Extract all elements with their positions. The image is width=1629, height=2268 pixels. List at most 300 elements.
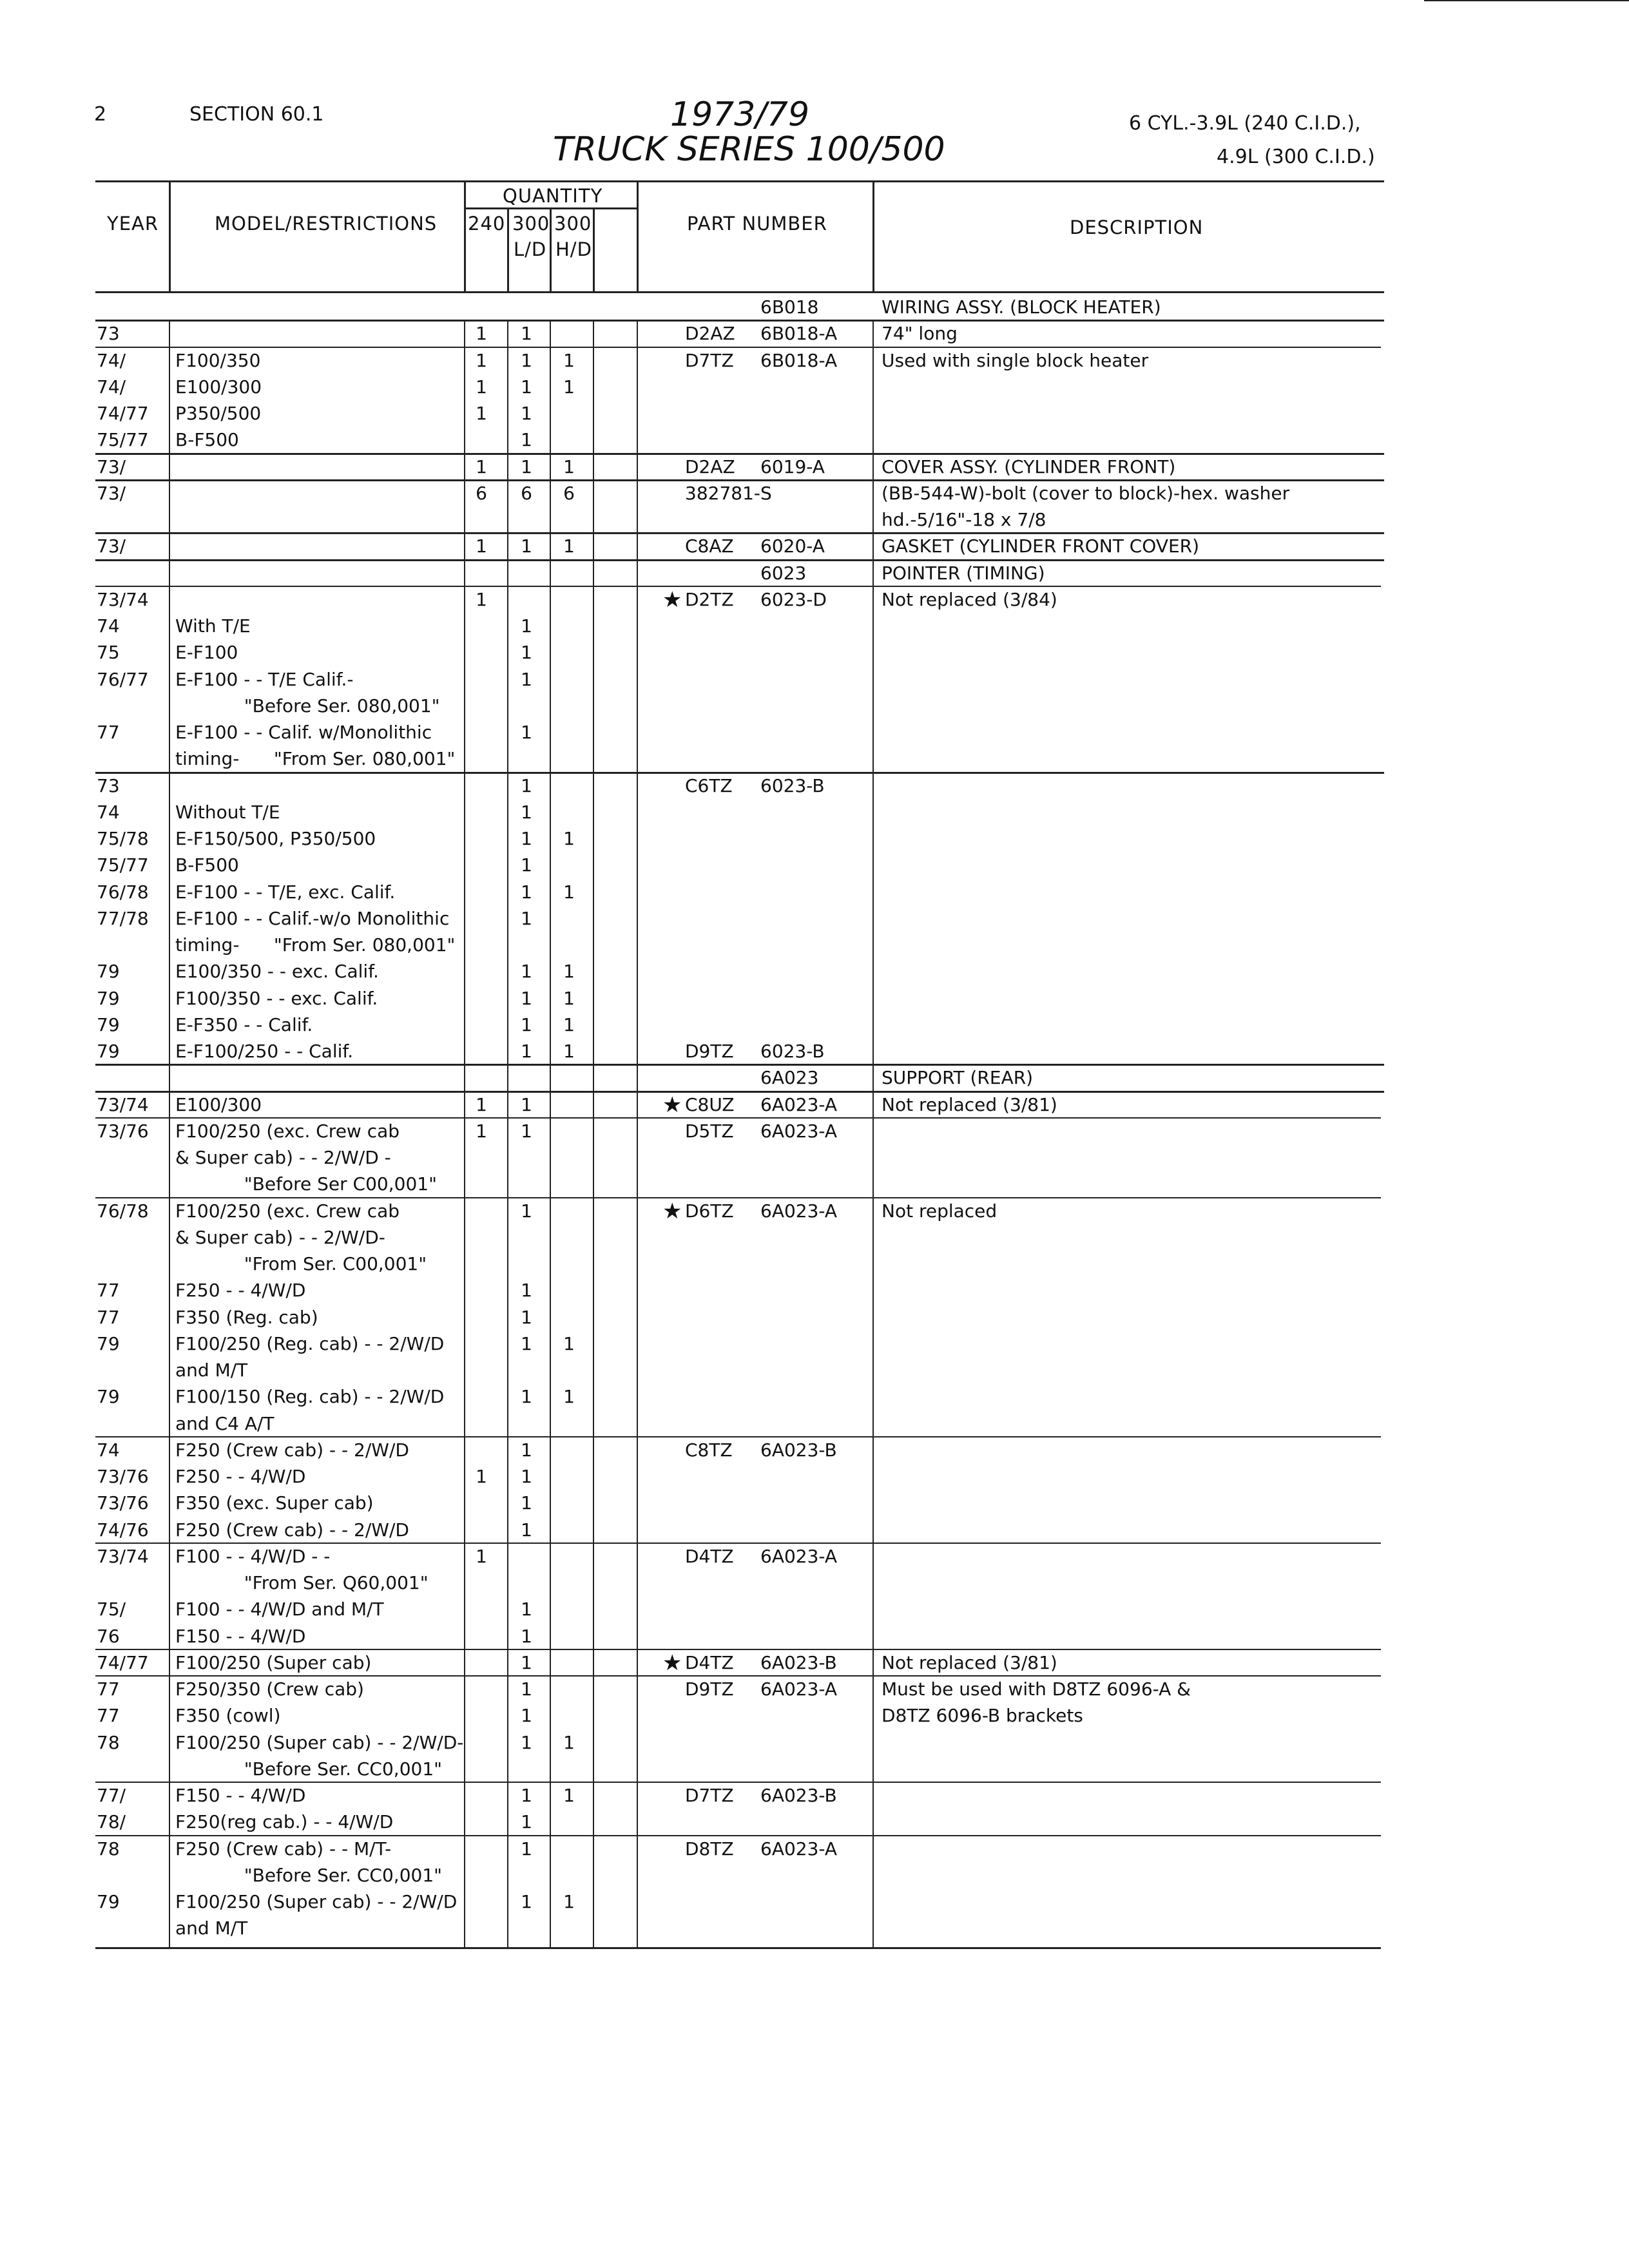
- row-year: 74: [97, 615, 120, 637]
- row-model: F100/350: [175, 349, 261, 371]
- row-description: Used with single block heater: [882, 349, 1149, 371]
- row-qty-300-hd: 1: [563, 828, 575, 849]
- row-qty-300-hd: 1: [563, 1891, 575, 1912]
- table-row: [0, 1731, 1629, 1757]
- row-model: "Before Ser. CC0,001": [175, 1758, 443, 1780]
- row-qty-240: 6: [476, 482, 487, 504]
- group-rule: [95, 559, 1384, 561]
- row-year: 77/78: [97, 907, 149, 929]
- row-qty-300-hd: 1: [563, 1332, 575, 1354]
- row-qty-300-ld: 1: [521, 1811, 532, 1833]
- row-year: 77: [97, 1280, 120, 1302]
- row-qty-300-ld: 1: [521, 642, 532, 664]
- table-row: [0, 1385, 1629, 1411]
- row-part-base: 6023: [760, 562, 807, 584]
- row-qty-300-ld: 1: [521, 456, 532, 477]
- top-edge-rule: [1424, 0, 1629, 1]
- row-year: 73/: [97, 456, 126, 477]
- col-q300-ld-header: 300: [512, 213, 550, 235]
- row-qty-300-ld: 1: [521, 1599, 532, 1620]
- row-model: and C4 A/T: [175, 1412, 275, 1434]
- row-year: 74/76: [97, 1519, 149, 1541]
- table-row: [0, 986, 1629, 1013]
- row-part-prefix: D7TZ: [685, 349, 734, 371]
- row-qty-240: 1: [476, 349, 487, 371]
- table-row: [0, 1332, 1629, 1358]
- column-rule: [169, 320, 170, 1947]
- table-row: [0, 1863, 1629, 1890]
- row-qty-300-ld: 1: [521, 535, 532, 557]
- row-qty-300-ld: 1: [521, 1678, 532, 1700]
- header-bottom-rule: [95, 291, 1384, 293]
- row-qty-300-ld: 1: [521, 987, 532, 1009]
- row-qty-300-ld: 1: [521, 774, 532, 796]
- row-model: E-F100 - - T/E Calif.-: [175, 668, 354, 690]
- row-model: F100/250 (Super cab) - - 2/W/D-: [175, 1731, 464, 1753]
- row-qty-300-hd: 1: [563, 349, 575, 371]
- row-star-icon: ★: [662, 1198, 682, 1224]
- row-year: 79: [97, 1014, 120, 1035]
- row-qty-300-ld: 1: [521, 1439, 532, 1461]
- table-row: [0, 1518, 1629, 1544]
- row-year: 74: [97, 801, 120, 823]
- row-qty-300-ld: 1: [521, 323, 532, 345]
- row-part-prefix: D8TZ: [685, 1838, 734, 1860]
- row-part-prefix: D4TZ: [685, 1545, 734, 1567]
- row-qty-300-ld: 1: [521, 1838, 532, 1860]
- row-year: 78/: [97, 1811, 126, 1833]
- row-year: 76/78: [97, 881, 149, 903]
- table-row: [0, 774, 1629, 800]
- row-model: Without T/E: [175, 801, 280, 823]
- table-row: [0, 455, 1629, 481]
- row-model: F250 - - 4/W/D: [175, 1280, 306, 1302]
- row-model: F250/350 (Crew cab): [175, 1678, 364, 1700]
- row-year: 79: [97, 987, 120, 1009]
- column-rule: [872, 320, 874, 1947]
- row-model: "Before Ser C00,001": [175, 1173, 437, 1195]
- row-qty-240: 1: [476, 1093, 487, 1115]
- row-description: Not replaced (3/81): [882, 1093, 1057, 1115]
- row-part-base: 6A023-A: [760, 1093, 838, 1115]
- page-title-years: 1973/79: [670, 95, 810, 134]
- row-year: 74/77: [97, 403, 149, 424]
- table-row: [0, 747, 1629, 773]
- row-qty-300-hd: 1: [563, 961, 575, 983]
- table-row: [0, 1651, 1629, 1677]
- row-year: 73/76: [97, 1120, 149, 1142]
- row-part-prefix: D2AZ: [685, 323, 735, 345]
- row-year: 73/: [97, 535, 126, 557]
- row-qty-300-ld: 1: [521, 1280, 532, 1302]
- col-hd-header: H/D: [555, 238, 592, 260]
- row-part-base: 6A023: [760, 1067, 819, 1089]
- row-part-base: 6A023-B: [760, 1439, 837, 1461]
- row-model: "Before Ser. 080,001": [175, 695, 440, 716]
- col-q240-header: 240: [468, 213, 506, 235]
- table-row: [0, 1916, 1629, 1943]
- row-model: F150 - - 4/W/D: [175, 1785, 306, 1806]
- row-qty-240: 1: [476, 456, 487, 477]
- table-row: [0, 1093, 1629, 1119]
- table-top-rule: [95, 180, 1384, 182]
- section-label: SECTION 60.1: [189, 103, 324, 126]
- table-row: [0, 1278, 1629, 1305]
- row-year: 74/77: [97, 1651, 149, 1673]
- table-row: [0, 1597, 1629, 1624]
- row-year: 73/74: [97, 588, 149, 610]
- row-model: F100/350 - - exc. Calif.: [175, 987, 378, 1009]
- row-qty-300-ld: 1: [521, 961, 532, 983]
- row-qty-300-ld: 1: [521, 1519, 532, 1541]
- row-model: F250 (Crew cab) - - 2/W/D: [175, 1519, 409, 1541]
- table-row: [0, 959, 1629, 986]
- row-model: timing- "From Ser. 080,001": [175, 748, 456, 770]
- row-qty-300-hd: 1: [563, 881, 575, 903]
- table-row: [0, 508, 1629, 534]
- group-rule: [95, 586, 1381, 587]
- row-year: 79: [97, 1041, 120, 1062]
- table-row: [0, 880, 1629, 907]
- row-description: 74" long: [882, 323, 958, 345]
- table-row: [0, 1624, 1629, 1651]
- row-part-prefix: D7TZ: [685, 1785, 734, 1806]
- row-year: 75/78: [97, 828, 149, 849]
- row-model: E-F350 - - Calif.: [175, 1014, 313, 1035]
- row-qty-300-hd: 1: [563, 1386, 575, 1408]
- table-row: [0, 668, 1629, 694]
- group-rule: [95, 1091, 1384, 1093]
- table-row: [0, 1225, 1629, 1252]
- table-row: [0, 827, 1629, 853]
- table-row: [0, 1890, 1629, 1916]
- row-qty-240: 1: [476, 403, 487, 424]
- row-description: GASKET (CYLINDER FRONT COVER): [882, 535, 1200, 557]
- table-row: [0, 1438, 1629, 1465]
- row-model: F250 - - 4/W/D: [175, 1466, 306, 1487]
- row-year: 78: [97, 1838, 120, 1860]
- row-qty-300-ld: 1: [521, 1466, 532, 1487]
- row-year: 77/: [97, 1785, 126, 1806]
- row-part-base: 6023-B: [760, 1041, 825, 1062]
- row-qty-300-hd: 1: [563, 456, 575, 477]
- row-qty-300-ld: 1: [521, 1891, 532, 1912]
- row-qty-240: 1: [476, 323, 487, 345]
- table-row: [0, 933, 1629, 959]
- row-qty-300-ld: 1: [521, 1731, 532, 1753]
- engine-spec-line-2: 4.9L (300 C.I.D.): [1217, 146, 1375, 168]
- row-qty-300-hd: 1: [563, 1014, 575, 1035]
- row-year: 75/77: [97, 854, 149, 876]
- table-row: [0, 401, 1629, 428]
- row-model: F350 (Reg. cab): [175, 1306, 318, 1328]
- row-qty-240: 1: [476, 588, 487, 610]
- row-qty-300-ld: 1: [521, 1306, 532, 1328]
- column-rule: [507, 320, 508, 1947]
- row-qty-300-hd: 1: [563, 535, 575, 557]
- row-qty-300-ld: 1: [521, 854, 532, 876]
- row-star-icon: ★: [662, 586, 682, 613]
- row-model: E100/350 - - exc. Calif.: [175, 961, 379, 983]
- table-row: [0, 694, 1629, 720]
- group-rule: [95, 320, 1384, 322]
- row-part-base: 6A023-A: [760, 1120, 838, 1142]
- row-qty-300-ld: 1: [521, 1041, 532, 1062]
- row-model: & Super cab) - - 2/W/D-: [175, 1226, 385, 1248]
- row-model: F100/250 (exc. Crew cab: [175, 1200, 400, 1222]
- table-row: [0, 561, 1629, 588]
- col-year-header: YEAR: [107, 213, 159, 235]
- table-row: [0, 1783, 1629, 1810]
- row-qty-300-ld: 1: [521, 615, 532, 637]
- table-row: [0, 1757, 1629, 1783]
- row-model: F100/250 (Reg. cab) - - 2/W/D: [175, 1332, 445, 1354]
- row-model: E-F100 - - Calif.-w/o Monolithic: [175, 907, 450, 929]
- row-description: COVER ASSY. (CYLINDER FRONT): [882, 456, 1176, 477]
- row-part-base: 6023-D: [760, 588, 827, 610]
- row-model: E-F100/250 - - Calif.: [175, 1041, 354, 1062]
- quantity-part-divider-header: [637, 180, 639, 291]
- row-year: 78: [97, 1731, 120, 1753]
- row-qty-300-hd: 1: [563, 1785, 575, 1806]
- table-row: [0, 534, 1629, 561]
- row-year: 76/78: [97, 1200, 149, 1222]
- col-q300-hd-header: 300: [554, 213, 592, 235]
- row-model: and M/T: [175, 1917, 248, 1939]
- engine-spec-line-1: 6 CYL.-3.9L (240 C.I.D.),: [1129, 112, 1361, 135]
- page-title-series: TRUCK SERIES 100/500: [553, 130, 945, 169]
- table-row: [0, 322, 1629, 348]
- row-description: D8TZ 6096-B brackets: [882, 1705, 1083, 1727]
- table-row: [0, 614, 1629, 640]
- row-model: F150 - - 4/W/D: [175, 1625, 306, 1647]
- table-row: [0, 853, 1629, 879]
- row-qty-300-ld: 1: [521, 1093, 532, 1115]
- row-qty-300-ld: 1: [521, 881, 532, 903]
- table-row: [0, 588, 1629, 614]
- row-year: 77: [97, 722, 120, 743]
- row-model: F100 - - 4/W/D and M/T: [175, 1599, 384, 1620]
- group-rule: [95, 772, 1384, 774]
- row-qty-300-ld: 1: [521, 349, 532, 371]
- row-year: 74/: [97, 376, 126, 398]
- table-row: [0, 800, 1629, 827]
- group-rule: [95, 1649, 1381, 1650]
- table-row: [0, 375, 1629, 401]
- row-part-prefix: D2AZ: [685, 456, 735, 477]
- row-model: and M/T: [175, 1360, 248, 1381]
- row-part-prefix: D6TZ: [685, 1200, 734, 1222]
- col-description-header: DESCRIPTION: [1070, 216, 1204, 238]
- row-model: timing- "From Ser. 080,001": [175, 934, 456, 956]
- group-rule: [95, 1117, 1381, 1119]
- row-star-icon: ★: [662, 1649, 682, 1676]
- table-row: [0, 1412, 1629, 1438]
- group-rule: [95, 1782, 1381, 1783]
- table-row: [0, 1013, 1629, 1039]
- table-row: [0, 481, 1629, 508]
- row-qty-300-ld: 1: [521, 1651, 532, 1673]
- row-year: 73/76: [97, 1466, 149, 1487]
- row-qty-240: 1: [476, 1120, 487, 1142]
- row-part-prefix: D2TZ: [685, 588, 734, 610]
- row-model: "From Ser. Q60,001": [175, 1572, 429, 1593]
- row-star-icon: ★: [662, 1091, 682, 1118]
- row-part-prefix: D9TZ: [685, 1041, 734, 1062]
- group-rule: [95, 347, 1381, 348]
- col-part-number-header: PART NUMBER: [687, 213, 827, 235]
- row-part-prefix: D9TZ: [685, 1678, 734, 1700]
- table-row: [0, 1491, 1629, 1517]
- group-rule: [95, 1675, 1381, 1677]
- table-row: [0, 1039, 1629, 1066]
- row-qty-300-hd: 1: [563, 376, 575, 398]
- row-model: "Before Ser. CC0,001": [175, 1864, 443, 1886]
- row-year: 74/: [97, 349, 126, 371]
- row-qty-300-ld: 1: [521, 1705, 532, 1727]
- row-part-base: 6B018: [760, 296, 819, 318]
- row-qty-240: 1: [476, 1545, 487, 1567]
- col-ld-header: L/D: [514, 238, 547, 260]
- group-rule: [95, 1436, 1381, 1437]
- row-part-base: 6023-B: [760, 774, 825, 796]
- table-row: [0, 1677, 1629, 1704]
- column-rule: [593, 320, 594, 1947]
- row-year: 77: [97, 1705, 120, 1727]
- row-qty-300-ld: 6: [521, 482, 532, 504]
- table-row: [0, 428, 1629, 454]
- row-year: 73/76: [97, 1492, 149, 1514]
- row-year: 75/: [97, 1599, 126, 1620]
- col-model-header: MODEL/RESTRICTIONS: [215, 213, 438, 235]
- row-description: (BB-544-W)-bolt (cover to block)-hex. washer: [882, 482, 1290, 504]
- column-rule: [464, 320, 465, 1947]
- row-part-prefix: D5TZ: [685, 1120, 734, 1142]
- group-rule: [95, 1542, 1381, 1544]
- table-row: [0, 1465, 1629, 1491]
- table-row: [0, 1837, 1629, 1863]
- row-qty-240: 1: [476, 376, 487, 398]
- row-qty-300-ld: 1: [521, 1386, 532, 1408]
- row-year: 76: [97, 1625, 120, 1647]
- row-part-base: 6A023-A: [760, 1545, 838, 1567]
- table-row: [0, 720, 1629, 747]
- row-model: E-F150/500, P350/500: [175, 828, 376, 849]
- row-year: 77: [97, 1678, 120, 1700]
- row-qty-240: 1: [476, 1466, 487, 1487]
- row-description: Must be used with D8TZ 6096-A &: [882, 1678, 1191, 1700]
- row-part-prefix: 382781-S: [685, 482, 772, 504]
- row-part-base: 6A023-B: [760, 1785, 837, 1806]
- q300ld-divider-header: [550, 207, 552, 291]
- row-qty-300-ld: 1: [521, 403, 532, 424]
- group-rule: [95, 1197, 1381, 1198]
- year-model-divider-header: [169, 180, 171, 291]
- table-bottom-rule: [95, 1947, 1381, 1949]
- row-model: B-F500: [175, 429, 239, 451]
- row-part-prefix: C8TZ: [685, 1439, 733, 1461]
- row-qty-300-ld: 1: [521, 907, 532, 929]
- table-row: [0, 1704, 1629, 1730]
- table-row: [0, 1305, 1629, 1332]
- row-model: E-F100: [175, 642, 238, 664]
- row-model: F100/250 (Super cab) - - 2/W/D: [175, 1891, 458, 1912]
- table-row: [0, 907, 1629, 933]
- group-rule: [95, 1064, 1384, 1066]
- row-year: 73: [97, 774, 120, 796]
- row-model: F250 (Crew cab) - - 2/W/D: [175, 1439, 409, 1461]
- row-description: POINTER (TIMING): [882, 562, 1045, 584]
- row-year: 76/77: [97, 668, 149, 690]
- row-year: 73/74: [97, 1093, 149, 1115]
- column-rule: [637, 320, 638, 1947]
- part-desc-divider-header: [872, 180, 874, 291]
- row-qty-300-ld: 1: [521, 801, 532, 823]
- row-part-base: 6019-A: [760, 456, 825, 477]
- table-row: [0, 349, 1629, 375]
- row-part-base: 6A023-A: [760, 1838, 838, 1860]
- group-rule: [95, 1835, 1381, 1836]
- row-qty-300-ld: 1: [521, 668, 532, 690]
- row-year: 79: [97, 1891, 120, 1912]
- table-row: [0, 1119, 1629, 1146]
- row-part-base: 6A023-A: [760, 1678, 838, 1700]
- row-year: 73/74: [97, 1545, 149, 1567]
- column-rule: [550, 320, 551, 1947]
- row-part-prefix: C8AZ: [685, 535, 734, 557]
- row-qty-300-ld: 1: [521, 1332, 532, 1354]
- row-description: Not replaced (3/84): [882, 588, 1057, 610]
- row-qty-300-ld: 1: [521, 429, 532, 451]
- row-model: F350 (cowl): [175, 1705, 281, 1727]
- row-description: WIRING ASSY. (BLOCK HEATER): [882, 296, 1161, 318]
- row-year: 79: [97, 961, 120, 983]
- group-rule: [95, 479, 1384, 481]
- row-qty-300-ld: 1: [521, 1120, 532, 1142]
- table-row: [0, 1199, 1629, 1225]
- row-part-base: 6A023-A: [760, 1200, 838, 1222]
- row-model: B-F500: [175, 854, 239, 876]
- row-year: 73/: [97, 482, 126, 504]
- col-quantity-header: QUANTITY: [503, 185, 603, 207]
- table-row: [0, 1571, 1629, 1597]
- table-row: [0, 1544, 1629, 1571]
- row-model: F350 (exc. Super cab): [175, 1492, 374, 1514]
- row-model: E100/300: [175, 1093, 262, 1115]
- q240-divider-header: [507, 207, 509, 291]
- row-model: E-F100 - - T/E, exc. Calif.: [175, 881, 396, 903]
- row-qty-240: 1: [476, 535, 487, 557]
- model-quantity-divider-header: [464, 180, 466, 291]
- row-qty-300-ld: 1: [521, 1492, 532, 1514]
- row-qty-300-ld: 1: [521, 376, 532, 398]
- row-part-prefix: C8UZ: [685, 1093, 735, 1115]
- row-description: Not replaced (3/81): [882, 1651, 1057, 1673]
- group-rule: [95, 532, 1384, 534]
- row-year: 74: [97, 1439, 120, 1461]
- row-qty-300-ld: 1: [521, 828, 532, 849]
- row-model: F100/150 (Reg. cab) - - 2/W/D: [175, 1386, 445, 1408]
- row-model: F100 - - 4/W/D - -: [175, 1545, 331, 1567]
- row-year: 79: [97, 1386, 120, 1408]
- row-model: F250(reg cab.) - - 4/W/D: [175, 1811, 394, 1833]
- row-year: 79: [97, 1332, 120, 1354]
- row-year: 75: [97, 642, 120, 664]
- row-part-base: 6A023-B: [760, 1651, 837, 1673]
- row-qty-300-hd: 1: [563, 1041, 575, 1062]
- row-qty-300-ld: 1: [521, 1625, 532, 1647]
- table-row: [0, 295, 1629, 322]
